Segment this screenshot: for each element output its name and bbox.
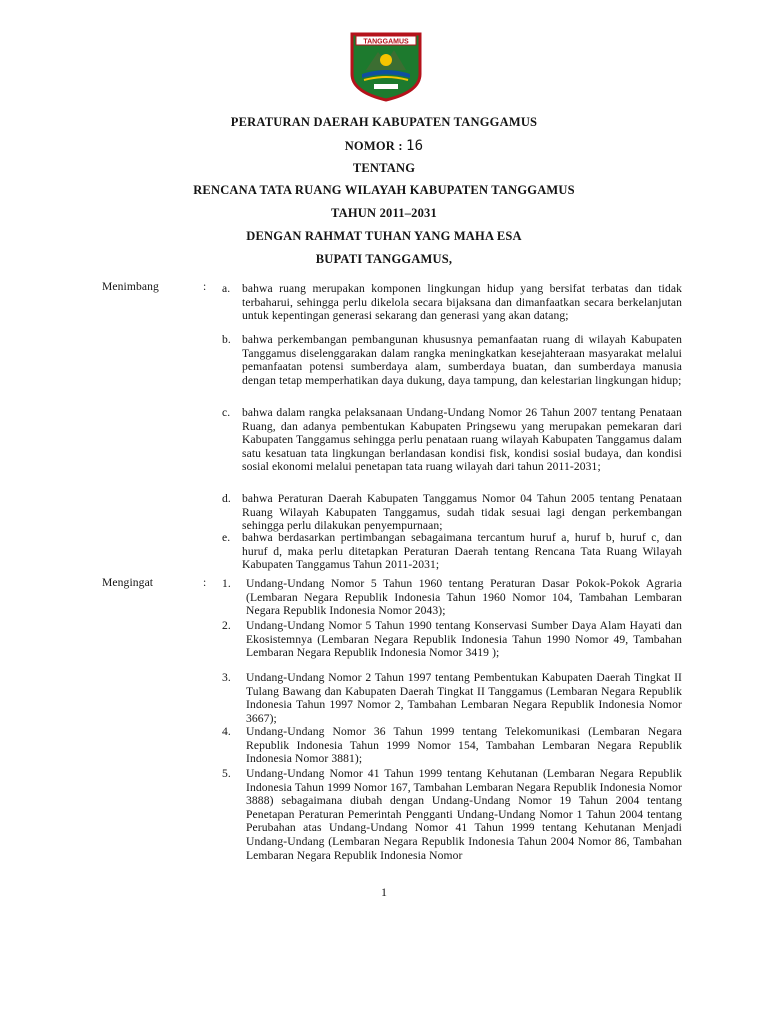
item-text: Undang-Undang Nomor 2 Tahun 1997 tentang Pembentukan Kabupaten Daerah Tingkat II Tulang Bawang dan Kabupaten Daerah Tingkat II Tanggamus (Lembaran Negara Republik Indonesia Tahun 1997 Nomor 2, Tambahan Lembaran Negara Republik Indonesia Nomor 3667);	[246, 671, 682, 725]
page-number: 1	[381, 885, 387, 899]
item-text: bahwa berdasarkan pertimbangan sebagaimana tercantum huruf a, huruf b, huruf c, dan huruf d, maka perlu ditetapkan Peraturan Daerah tentang Rencana Tata Ruang Wilayah Kabupaten Tanggamus Tahun 2011-2031;	[242, 531, 682, 572]
regulation-number	[0, 138, 768, 154]
regulation-title: PERATURAN DAERAH KABUPATEN TANGGAMUS	[230, 115, 538, 129]
menimbang-item-b	[222, 333, 682, 387]
mengingat-colon: :	[203, 576, 207, 589]
item-text: bahwa perkembangan pembangunan khususnya pemanfaatan ruang di wilayah Kabupaten Tanggamus diselenggarakan dalam rangka meningkatkan kesejahteraan masyarakat melalui pemanfaatan potensi sumberdaya alam, sumberdaya buatan, dan sumberdaya manusia dengan tetap memperhatikan daya dukung, daya tampung, dan kelestarian lingkungan hidup;	[242, 333, 682, 387]
mengingat-label: Mengingat	[102, 576, 154, 589]
item-marker: 1.	[222, 577, 231, 590]
item-marker: c.	[222, 406, 231, 419]
item-marker: 3.	[222, 671, 231, 684]
mengingat-item-5	[222, 767, 682, 862]
mengingat-item-4	[222, 725, 682, 766]
tanggamus-logo	[348, 30, 424, 102]
preamble-line: DENGAN RAHMAT TUHAN YANG MAHA ESA	[246, 229, 522, 243]
menimbang-colon: :	[203, 280, 207, 293]
menimbang-item-a	[222, 282, 682, 323]
item-text: Undang-Undang Nomor 5 Tahun 1990 tentang Konservasi Sumber Daya Alam Hayati dan Ekosistemnya (Lembaran Negara Republik Indonesia Tahun 1990 Nomor 49, Tambahan Lembaran Negara Republik Indonesia Nomor 3419 );	[246, 619, 682, 660]
item-marker: 4.	[222, 725, 231, 738]
regent-line: BUPATI TANGGAMUS,	[315, 252, 453, 266]
mengingat-item-1	[222, 577, 682, 618]
mengingat-item-3	[222, 671, 682, 725]
item-marker: 5.	[222, 767, 231, 780]
nomor-label: NOMOR :	[344, 139, 403, 153]
item-text: bahwa Peraturan Daerah Kabupaten Tanggamus Nomor 04 Tahun 2005 tentang Penataan Ruang Wilayah Kabupaten Tanggamus, sudah tidak sesuai lagi dengan perkembangan sehingga perlu dilakukan penyempurnaan;	[242, 492, 682, 533]
item-marker: e.	[222, 531, 231, 544]
item-text: Undang-Undang Nomor 5 Tahun 1960 tentang Peraturan Dasar Pokok-Pokok Agraria (Lembaran Negara Republik Indonesia Tahun 1960 Nomor 104, Tambahan Lembaran Negara Republik Indonesia Nomor 2043);	[246, 577, 682, 618]
item-text: Undang-Undang Nomor 36 Tahun 1999 tentang Telekomunikasi (Lembaran Negara Republik Indonesia Tahun 1999 Nomor 154, Tambahan Lembaran Negara Republik Indonesia Nomor 3881);	[246, 725, 682, 766]
menimbang-item-d	[222, 492, 682, 533]
menimbang-item-e	[222, 531, 682, 572]
logo-title-text: TANGGAMUS	[363, 38, 409, 46]
mengingat-item-2	[222, 619, 682, 660]
item-text: bahwa dalam rangka pelaksanaan Undang-Undang Nomor 26 Tahun 2007 tentang Penataan Ruang, dan adanya pembentukan Kabupaten Pringsewu yang merupakan pemekaran dari Kabupaten Tanggamus sehingga perlu penataan ruang wilayah Kabupaten Tanggamus dalam satu kesatuan tata lingkungan berlandasan kondisi fisk, kondisi sosial budaya, dan kondisi sosial ekonomi melalui penetapan tata ruang wilayah dari tahun 2011-2031;	[242, 406, 682, 474]
tentang-heading: TENTANG	[352, 161, 416, 175]
regulation-subject: RENCANA TATA RUANG WILAYAH KABUPATEN TANGGAMUS	[193, 183, 575, 197]
regulation-period: TAHUN 2011–2031	[331, 206, 437, 220]
item-text: bahwa ruang merupakan komponen lingkungan hidup yang bersifat terbatas dan tidak terbaharui, sehingga perlu dikelola secara bijaksana dan dimanfaatkan secara berkelanjutan untuk kepentingan generasi sekarang dan generasi yang akan datang;	[242, 282, 682, 323]
item-marker: b.	[222, 333, 231, 346]
menimbang-item-c	[222, 406, 682, 474]
nomor-value: 16	[406, 138, 424, 154]
menimbang-label: Menimbang	[102, 280, 159, 293]
item-marker: 2.	[222, 619, 231, 632]
item-text: Undang-Undang Nomor 41 Tahun 1999 tentang Kehutanan (Lembaran Negara Republik Indonesia Tahun 1999 Nomor 167, Tambahan Lembaran Negara Republik Indonesia Nomor 3888) sebagaimana diubah dengan Undang-Undang Nomor 19 Tahun 2004 tentang Penetapan Peraturan Pemerintah Pengganti Undang-Undang Nomor 1 Tahun 2004 tentang Perubahan atas Undang-Undang Nomor 41 Tahun 1999 tentang Kehutanan Menjadi Undang-Undang (Lembaran Negara Republik Indonesia Tahun 2004 Nomor 86, Tambahan Lembaran Negara Republik Indonesia Nomor	[246, 767, 682, 862]
item-marker: d.	[222, 492, 231, 505]
item-marker: a.	[222, 282, 231, 295]
